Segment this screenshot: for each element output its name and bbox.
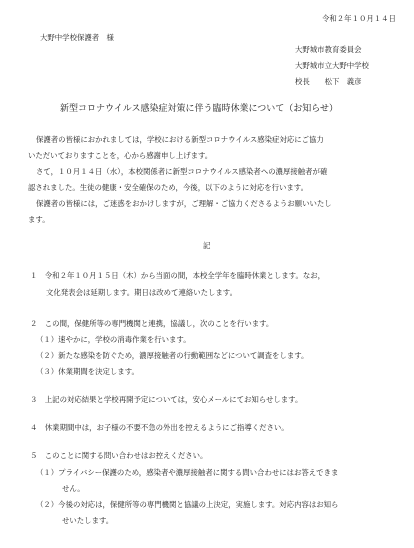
- intro-paragraph-1-line-1: 保護者の皆様におかれましては，学校における新型コロナウイルス感染症対応にご協力: [36, 135, 324, 144]
- item-5-sub-1-line-2: せん。: [62, 484, 85, 493]
- item-1-line-1: １ 令和２年１０月１５日（木）から当面の間，本校全学年を臨時休業とします。なお，: [30, 271, 326, 280]
- document-title: 新型コロナウイルス感染症対策に伴う臨時休業について（お知らせ）: [60, 104, 339, 114]
- intro-paragraph-3-line-1: 保護者の皆様には，ご迷惑をおかけしますが，ご理解・ご協力くださるようお願いいたし: [36, 199, 332, 208]
- item-2-sub-1: （１）速やかに，学校の消毒作業を行います。: [36, 335, 191, 344]
- item-2-sub-3: （３）休業期間を決定します。: [36, 367, 139, 376]
- item-5-sub-2-line-2: せいたします。: [62, 516, 114, 525]
- item-5-sub-2-line-1: （２）今後の対応は，保健所等の専門機関と協議の上決定，実施します。対応内容はお知ら: [36, 500, 339, 509]
- sender-org: 大野城市教育委員会: [295, 45, 362, 54]
- issue-date: 令和２年１０月１４日: [322, 14, 396, 23]
- item-5-sub-1-line-1: （１）プライバシー保護のため，感染者や濃厚接触者に関する問い合わせにはお答えできま: [36, 468, 339, 477]
- intro-paragraph-3-line-2: ます。: [28, 215, 50, 224]
- recipient: 大野中学校保護者 様: [40, 33, 114, 42]
- item-2-sub-2: （２）新たな感染を防ぐため，濃厚接触者の行動範囲などについて調査をします。: [36, 351, 309, 360]
- sender-principal: 校長 松下 義彦: [295, 77, 362, 86]
- intro-paragraph-1-line-2: いただいておりますことを，心から感謝申し上げます。: [28, 151, 213, 160]
- intro-paragraph-2-line-1: さて，１０月１４日（水），本校関係者に新型コロナウイルス感染者への濃厚接触者が確: [36, 167, 328, 176]
- item-4: ４ 休業期間中は，お子様の不要不急の外出を控えるようにご指導ください。: [30, 423, 289, 432]
- ki-heading: 記: [203, 241, 211, 250]
- sender-school: 大野城市立大野中学校: [295, 61, 369, 70]
- item-2-heading: ２ この間，保健所等の専門機関と連携，協議し，次のことを行います。: [30, 319, 274, 328]
- intro-paragraph-2-line-2: 認されました。生徒の健康・安全確保のため，今後，以下のように対応を行います。: [28, 183, 308, 192]
- item-1-line-2: 文化発表会は延期します。期日は改めて連絡いたします。: [46, 288, 237, 297]
- item-5-heading: ５ このことに関する問い合わせはお控えください。: [30, 451, 208, 460]
- item-3: ３ 上記の対応結果と学校再開予定については，安心メールにてお知らせします。: [30, 395, 303, 404]
